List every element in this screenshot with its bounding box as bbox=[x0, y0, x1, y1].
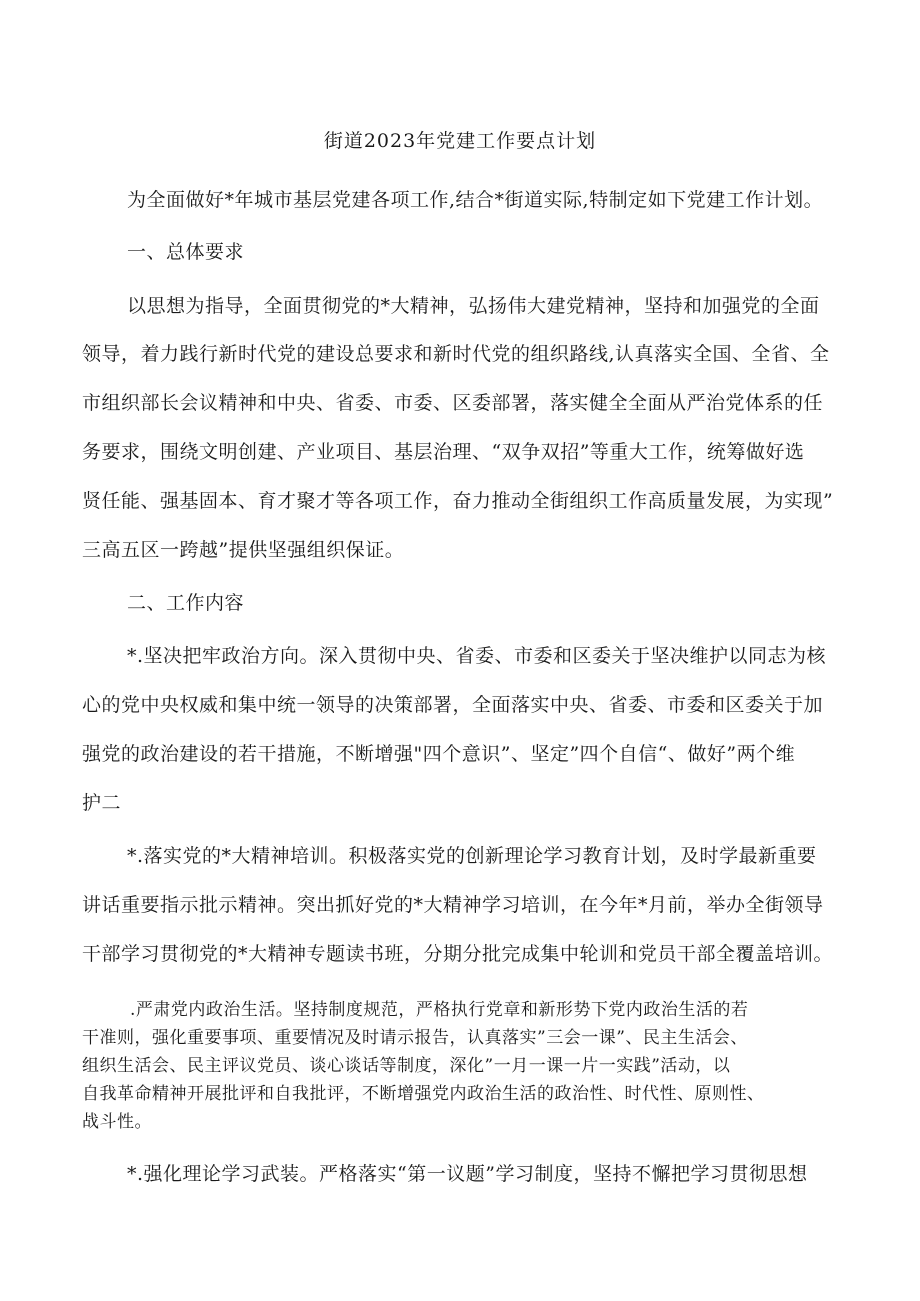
intro-paragraph: 为全面做好*年城市基层党建各项工作,结合*街道实际,特制定如下党建工作计划。 bbox=[127, 189, 824, 211]
section-1-line: 市组织部长会议精神和中央、省委、市委、区委部署，落实健全全面从严治党体系的任 bbox=[82, 392, 824, 414]
section-1-heading: 一、总体要求 bbox=[127, 241, 245, 263]
item-2-line: *.落实党的*大精神培训。积极落实党的创新理论学习教育计划，及时学最新重要 bbox=[127, 845, 817, 867]
item-4-line: *.强化理论学习武装。严格落实“第一议题”学习制度，坚持不懈把学习贯彻思想 bbox=[127, 1163, 808, 1185]
section-1-line: 领导，着力践行新时代党的建设总要求和新时代党的组织路线,认真落实全国、全省、全 bbox=[82, 343, 830, 365]
item-3-line: 组织生活会、民主评议党员、谈心谈话等制度，深化”一月一课一片一实践”活动，以 bbox=[82, 1056, 731, 1076]
item-1-line: 护二 bbox=[82, 792, 122, 814]
item-3-line: .严肃党内政治生活。坚持制度规范，严格执行党章和新形势下党内政治生活的若 bbox=[130, 1000, 749, 1020]
item-3-line: 自我革命精神开展批评和自我批评，不断增强党内政治生活的政治性、时代性、原则性、 bbox=[82, 1084, 765, 1104]
section-1-line: 务要求，围绕文明创建、产业项目、基层治理、“双争双招”等重大工作，统筹做好选 bbox=[82, 441, 805, 463]
item-1-line: 强党的政治建设的若干措施，不断增强"四个意识”、坚定”四个自信“、做好”两个维 bbox=[82, 743, 796, 765]
section-1-line: 以思想为指导，全面贯彻党的*大精神，弘扬伟大建党精神，坚持和加强党的全面 bbox=[127, 295, 820, 317]
item-2-line: 干部学习贯彻党的*大精神专题读书班，分期分批完成集中轮训和党员干部全覆盖培训。 bbox=[82, 943, 834, 965]
item-3-line: 战斗性。 bbox=[82, 1112, 152, 1132]
document-title: 街道2023年党建工作要点计划 bbox=[323, 130, 597, 152]
item-1-line: *.坚决把牢政治方向。深入贯彻中央、省委、市委和区委关于坚决维护以同志为核 bbox=[127, 645, 827, 667]
item-1-line: 心的党中央权威和集中统一领导的决策部署，全面落实中央、省委、市委和区委关于加 bbox=[82, 694, 824, 716]
section-2-heading: 二、工作内容 bbox=[127, 592, 245, 614]
section-1-line: 贤任能、强基固本、育才聚才等各项工作，奋力推动全街组织工作高质量发展，为实现” bbox=[82, 490, 834, 512]
section-1-line: 三高五区一跨越”提供坚强组织保证。 bbox=[82, 539, 405, 561]
item-3-line: 干准则，强化重要事项、重要情况及时请示报告，认真落实”三会一课”、民主生活会、 bbox=[82, 1028, 748, 1048]
item-2-line: 讲话重要指示批示精神。突出抓好党的*大精神学习培训，在今年*月前，举办全街领导 bbox=[82, 894, 824, 916]
